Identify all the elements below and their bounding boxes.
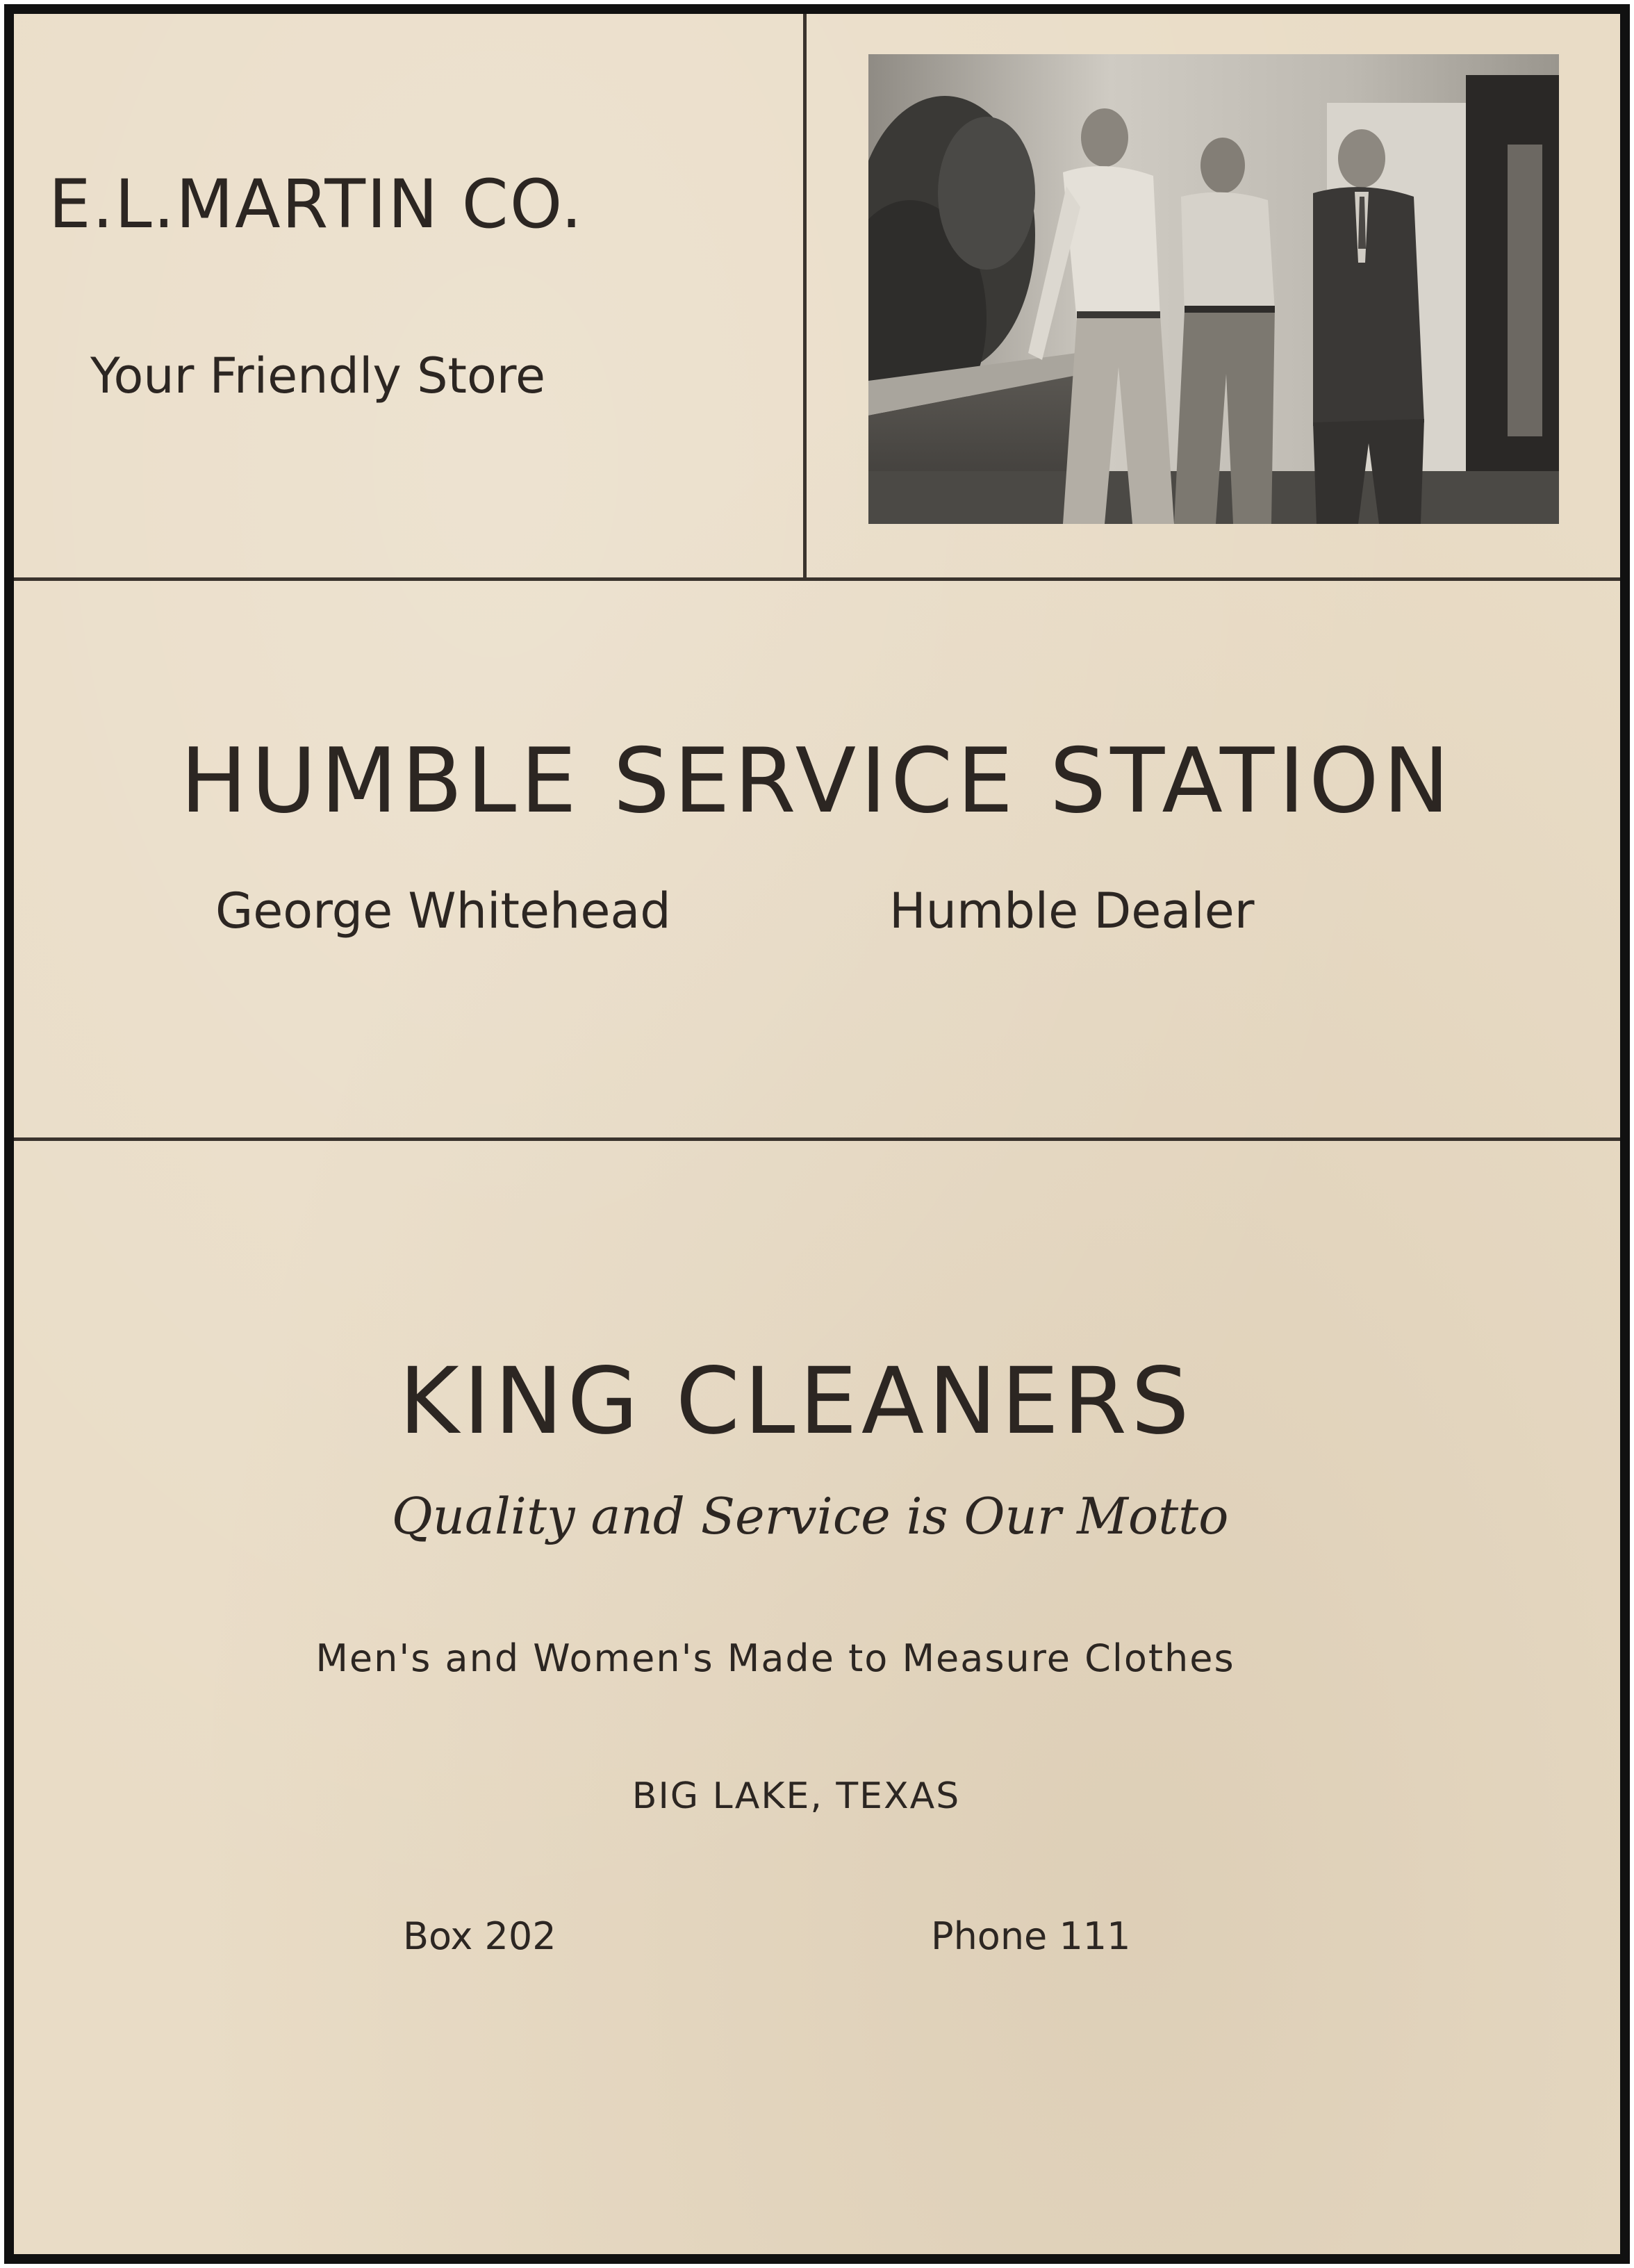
king-cleaners-phone: Phone 111 (931, 1914, 1131, 1958)
king-cleaners-service: Men's and Women's Made to Measure Clothes (315, 1636, 1235, 1680)
top-vertical-divider (803, 14, 807, 581)
humble-dealer-role: Humble Dealer (889, 882, 1255, 939)
three-men-photo (868, 54, 1559, 524)
martin-company-name: E.L.MARTIN CO. (49, 165, 584, 243)
photo-three-men-icon (868, 54, 1559, 524)
king-cleaners-city: BIG LAKE, TEXAS (632, 1775, 961, 1817)
king-cleaners-name: KING CLEANERS (399, 1348, 1194, 1455)
martin-tagline: Your Friendly Store (90, 347, 546, 404)
king-cleaners-motto: Quality and Service is Our Motto (391, 1487, 1229, 1545)
humble-station-name: HUMBLE SERVICE STATION (180, 730, 1454, 833)
humble-owner-name: George Whitehead (215, 882, 671, 939)
king-cleaners-box: Box 202 (403, 1914, 556, 1958)
yearbook-ad-page (4, 4, 1630, 2264)
middle-horizontal-divider (14, 1137, 1620, 1141)
top-horizontal-divider (14, 577, 1620, 581)
